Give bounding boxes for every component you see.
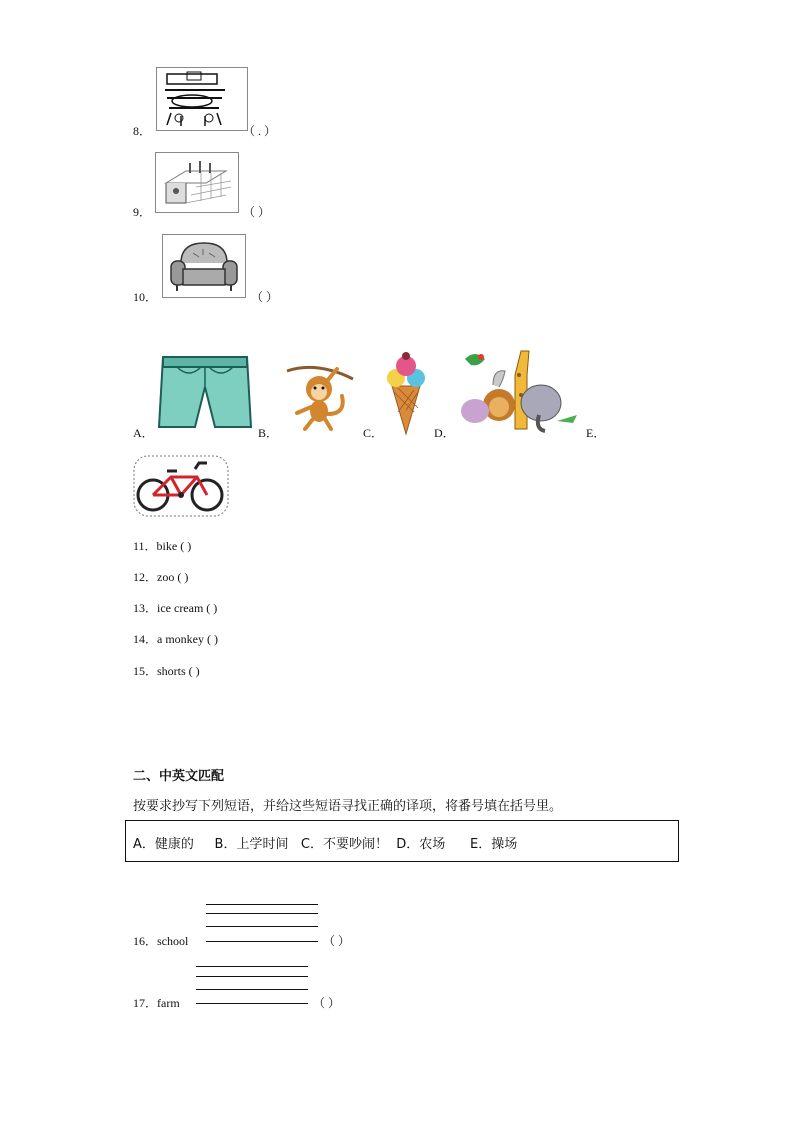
match-item-monkey: 14．a monkey ( )	[133, 632, 218, 646]
q16-writing-line-2[interactable]	[206, 913, 318, 914]
item-8-number: 8．	[133, 124, 152, 138]
item-8-answer-paren[interactable]: （ . ）	[243, 124, 277, 138]
options-box-text: A．健康的 B．上学时间 C．不要吵闹！ D．农场 E．操场	[133, 837, 518, 852]
section-2-heading: 二、中英文匹配	[133, 769, 225, 784]
zoo-animals-picture	[459, 345, 579, 435]
q17-answer-paren[interactable]: （ ）	[313, 996, 341, 1010]
dining-table-picture	[156, 67, 248, 131]
option-b-label: B．	[258, 426, 279, 440]
option-a-label: A．	[133, 426, 154, 440]
option-d-label: D．	[434, 426, 455, 440]
option-c-label: C．	[363, 426, 384, 440]
section-2-instruction: 按要求抄写下列短语，并给这些短语寻找正确的译项，将番号填在括号里。	[133, 799, 563, 814]
monkey-picture	[283, 359, 357, 433]
q17-writing-line-3[interactable]	[196, 989, 308, 990]
item-10-number: 10．	[133, 290, 158, 304]
shorts-picture	[157, 351, 253, 433]
bicycle-picture	[133, 455, 229, 517]
q17-label: 17．farm	[133, 996, 180, 1010]
match-item-bike: 11．bike ( )	[133, 539, 192, 553]
match-item-zoo: 12．zoo ( )	[133, 570, 189, 584]
options-box	[125, 820, 679, 862]
q16-answer-paren[interactable]: （ ）	[323, 934, 351, 948]
q17-writing-line-4[interactable]	[196, 1003, 308, 1004]
armchair-picture	[162, 234, 246, 298]
item-10-answer-paren[interactable]: （ ）	[251, 290, 279, 304]
q16-label: 16．school	[133, 934, 189, 948]
match-item-ice-cream: 13．ice cream ( )	[133, 601, 218, 615]
match-item-shorts: 15．shorts ( )	[133, 664, 200, 678]
q17-writing-line-1[interactable]	[196, 966, 308, 967]
item-9-answer-paren[interactable]: （ ）	[243, 205, 271, 219]
ice-cream-picture	[384, 348, 428, 436]
option-e-label: E．	[586, 426, 606, 440]
q16-writing-line-4[interactable]	[206, 941, 318, 942]
q16-writing-line-3[interactable]	[206, 926, 318, 927]
item-9-number: 9．	[133, 205, 152, 219]
q17-writing-line-2[interactable]	[196, 976, 308, 977]
kitchen-picture	[155, 152, 239, 213]
q16-writing-line-1[interactable]	[206, 904, 318, 905]
